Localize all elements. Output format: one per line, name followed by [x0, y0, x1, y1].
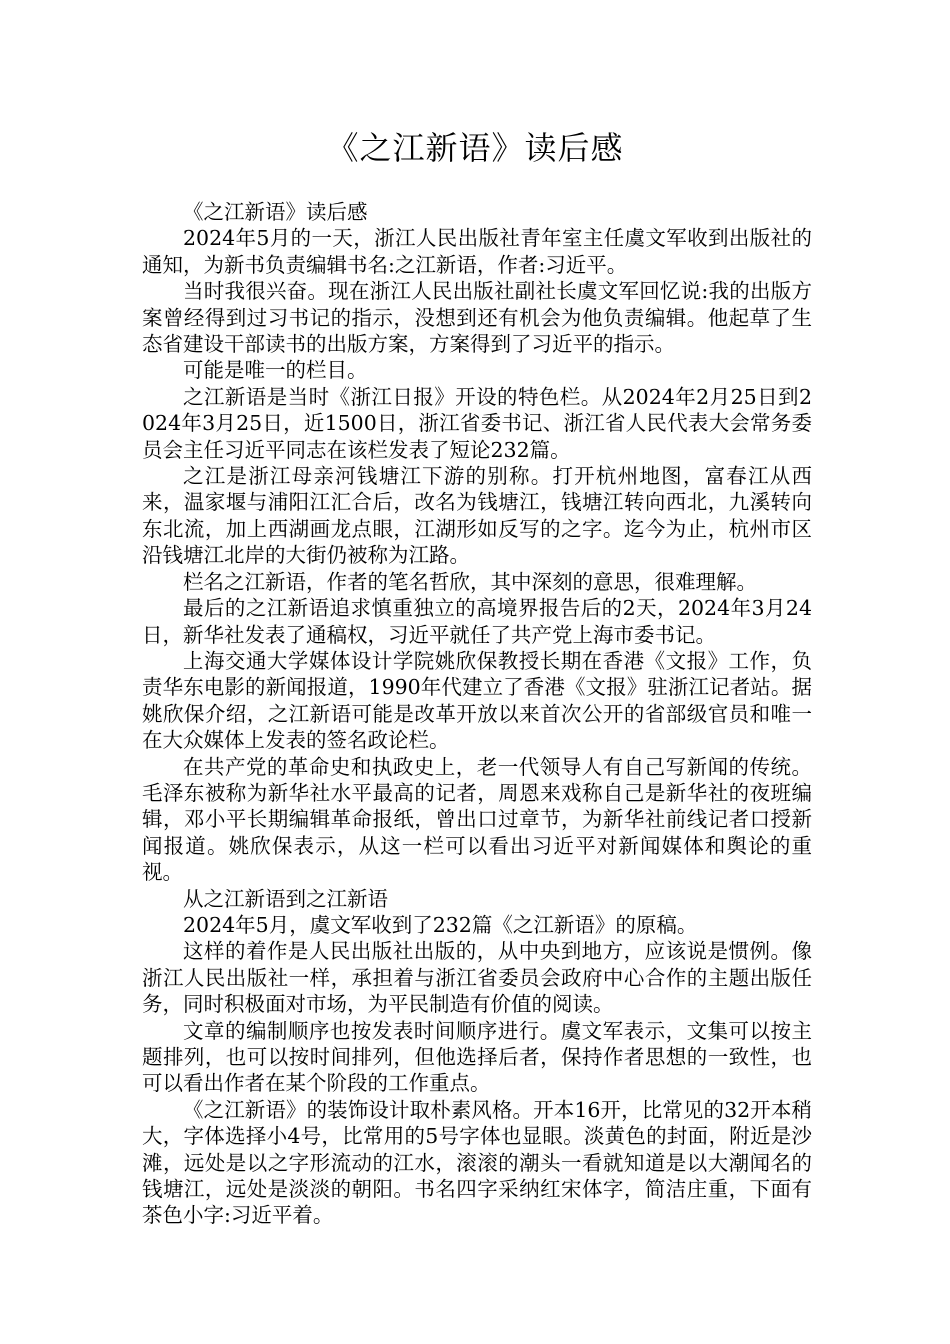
paragraph: 可能是唯一的栏目。: [183, 358, 368, 383]
paragraph: 文章的编制顺序也按发表时间顺序进行。虞文军表示，文集可以按主题排列，也可以按时间排列，但他选择后者，保持作者思想的一致性，也可以看出作者在某个阶段的工作重点。: [142, 1018, 812, 1096]
paragraph: 2024年5月，虞文军收到了232篇《之江新语》的原稿。: [183, 912, 698, 937]
paragraph: 栏名之江新语，作者的笔名哲欣，其中深刻的意思，很难理解。: [183, 569, 757, 594]
paragraph: 之江是浙江母亲河钱塘江下游的别称。打开杭州地图，富春江从西来，温家堰与浦阳江汇合后，改名为钱塘江，钱塘江转向西北，九溪转向东北流，加上西湖画龙点眼，江湖形如反写的之字。迄今为止，杭州市区沿钱塘江北岸的大街仍被称为江路。: [142, 464, 812, 568]
paragraph: 上海交通大学媒体设计学院姚欣保教授长期在香港《文报》工作，负责华东电影的新闻报道，1990年代建立了香港《文报》驻浙江记者站。据姚欣保介绍，之江新语可能是改革开放以来首次公开的省部级官员和唯一在大众媒体上发表的签名政论栏。: [142, 648, 812, 753]
paragraph: 《之江新语》读后感: [183, 200, 368, 224]
document-title: 《之江新语》读后感: [326, 129, 624, 167]
paragraph: 最后的之江新语追求慎重独立的高境界报告后的2天，2024年3月24日，新华社发表了通稿权，习近平就任了共产党上海市委书记。: [142, 596, 812, 647]
paragraph: 2024年5月的一天，浙江人民出版社青年室主任虞文军收到出版社的通知，为新书负责编辑书名:之江新语，作者:习近平。: [142, 226, 812, 277]
paragraph: 从之江新语到之江新语: [183, 886, 388, 911]
document-body: [142, 199, 812, 1229]
paragraph: 之江新语是当时《浙江日报》开设的特色栏。从2024年2月25日到2024年3月25日，近1500日，浙江省委书记、浙江省人民代表大会常务委员会主任习近平同志在该栏发表了短论232篇。: [142, 384, 812, 462]
paragraph: 当时我很兴奋。现在浙江人民出版社副社长虞文军回忆说:我的出版方案曾经得到过习书记的指示，没想到还有机会为他负责编辑。他起草了生态省建设干部读书的出版方案，方案得到了习近平的指示。: [142, 279, 812, 357]
paragraph: 这样的着作是人民出版社出版的，从中央到地方，应该说是惯例。像浙江人民出版社一样，承担着与浙江省委员会政府中心合作的主题出版任务，同时积极面对市场，为平民制造有价值的阅读。: [142, 939, 812, 1017]
paragraph: 《之江新语》的装饰设计取朴素风格。开本16开，比常见的32开本稍大，字体选择小4号，比常用的5号字体也显眼。淡黄色的封面，附近是沙滩，远处是以之字形流动的江水，滚滚的潮头一看就知道是以大潮闻名的钱塘江，远处是淡淡的朝阳。书名四字采纳红宋体字，简洁庄重，下面有茶色小字:习近平着。: [142, 1097, 812, 1228]
paragraph: 在共产党的革命史和执政史上，老一代领导人有自己写新闻的传统。毛泽东被称为新华社水平最高的记者，周恩来戏称自己是新华社的夜班编辑，邓小平长期编辑革命报纸，曾出口过章节，为新华社前线记者口授新闻报道。姚欣保表示，从这一栏可以看出习近平对新闻媒体和舆论的重视。: [142, 754, 812, 885]
